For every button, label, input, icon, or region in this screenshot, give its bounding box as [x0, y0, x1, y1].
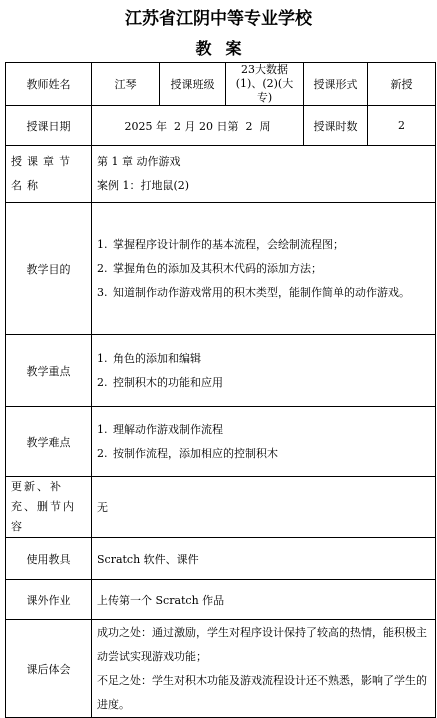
list-item: 1. 掌握程序设计制作的基本流程，会绘制流程图；	[97, 237, 344, 251]
key-points-cell	[92, 335, 436, 407]
form-label: 授课形式	[304, 63, 368, 106]
chapter-label: 授课章节名称	[6, 146, 92, 203]
difficulties-label: 教学难点	[6, 407, 92, 477]
chapter-value	[92, 146, 436, 203]
school-title: 江苏省江阴中等专业学校	[125, 9, 312, 29]
tools-label: 使用教具	[6, 538, 92, 580]
list-item: 2. 控制积木的功能和应用	[97, 375, 223, 389]
reflection-label: 课后体会	[6, 620, 92, 718]
row-tools	[6, 538, 436, 580]
row-difficulties	[6, 407, 436, 477]
date-label: 授课日期	[6, 106, 92, 146]
teacher-name: 江琴	[92, 63, 160, 106]
homework-label: 课外作业	[6, 580, 92, 620]
document-title: 教案	[195, 39, 256, 58]
key-points-label: 教学重点	[6, 335, 92, 407]
reflection-success: 成功之处：通过激励，学生对程序设计保持了较高的热情，能积极主动尝试实现游戏功能；	[97, 625, 427, 663]
objectives-label: 教学目的	[6, 203, 92, 335]
objectives-list	[97, 233, 430, 305]
key-points-list	[97, 347, 430, 395]
objectives-cell	[92, 203, 436, 335]
hours-label: 授课时数	[304, 106, 368, 146]
list-item: 2. 掌握角色的添加及其积木代码的添加方法；	[97, 261, 322, 275]
date-value: 2025 年 2 月 20 日第 2 周	[92, 106, 304, 146]
difficulties-list	[97, 418, 430, 466]
form-value: 新授	[368, 63, 436, 106]
class-line1: 23大数据	[241, 63, 288, 76]
difficulties-cell	[92, 407, 436, 477]
row-chapter	[6, 146, 436, 203]
row-teacher	[6, 63, 436, 106]
supplement-value: 无	[92, 477, 436, 538]
supplement-label: 更新、补充、删节内容	[6, 477, 92, 538]
list-item: 3. 知道制作动作游戏常用的积木类型，能制作简单的动作游戏。	[97, 285, 410, 299]
row-objectives	[6, 203, 436, 335]
lesson-plan-table	[5, 62, 436, 718]
list-item: 1. 角色的添加和编辑	[97, 351, 201, 365]
row-homework	[6, 580, 436, 620]
chapter-line2: 案例 1：打地鼠(2)	[97, 179, 190, 192]
row-reflection	[6, 620, 436, 718]
homework-value: 上传第一个 Scratch 作品	[92, 580, 436, 620]
row-date	[6, 106, 436, 146]
reflection-shortcoming: 不足之处：学生对积木功能及游戏流程设计还不熟悉，影响了学生的进度。	[97, 673, 427, 711]
list-item: 2. 按制作流程，添加相应的控制积木	[97, 446, 278, 460]
tools-value: Scratch 软件、课件	[92, 538, 436, 580]
row-supplement	[6, 477, 436, 538]
hours-value: 2	[368, 106, 436, 146]
class-label: 授课班级	[160, 63, 226, 106]
class-line2: (1)、(2)(大专)	[235, 77, 294, 104]
list-item: 1. 理解动作游戏制作流程	[97, 422, 223, 436]
teacher-label: 教师姓名	[6, 63, 92, 106]
chapter-line1: 第 1 章 动作游戏	[97, 155, 181, 168]
reflection-cell	[92, 620, 436, 718]
row-key-points	[6, 335, 436, 407]
class-value	[226, 63, 304, 106]
